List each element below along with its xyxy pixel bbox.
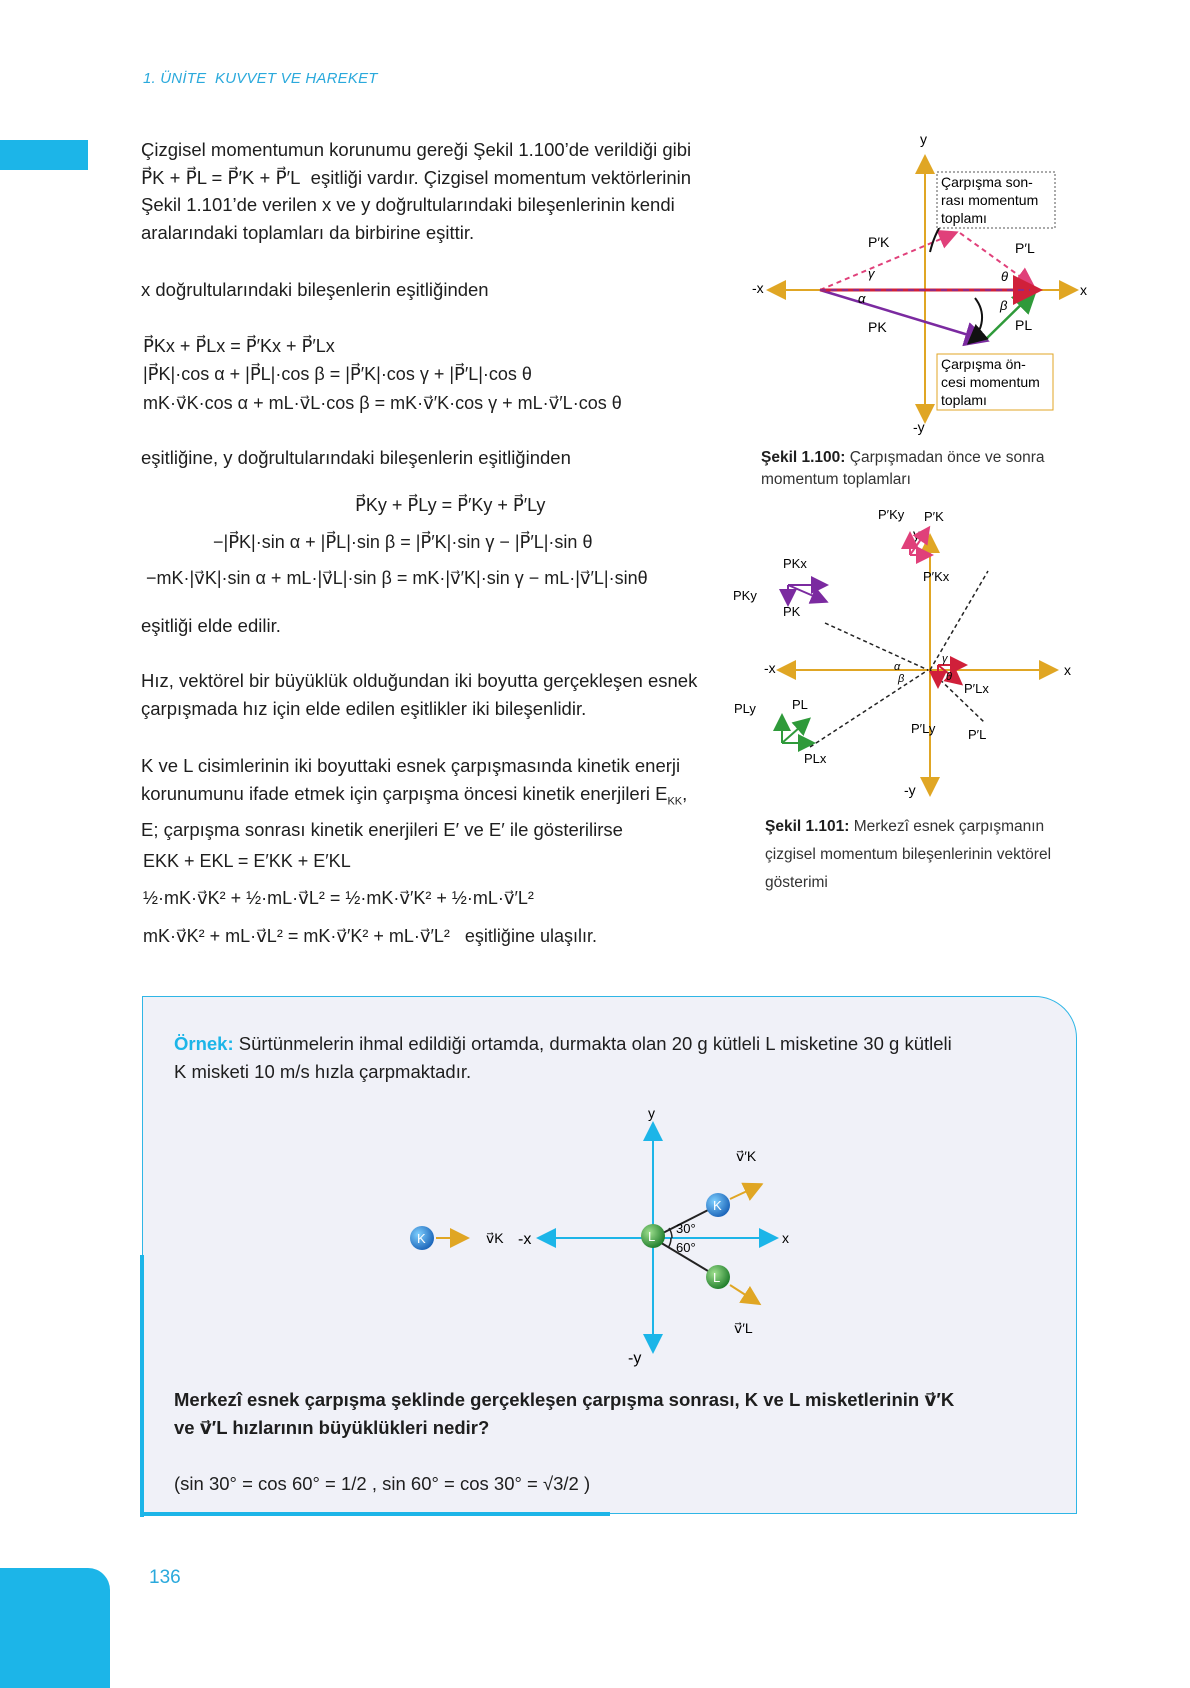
axis-neg-y-label: -y (628, 1350, 642, 1367)
equation-e3-suffix: eşitliğine ulaşılır. (464, 926, 597, 946)
gamma-label: γ (868, 266, 875, 281)
result-text: eşitliği elde edilir. (141, 615, 281, 636)
axis-y-label: y (920, 131, 927, 147)
equation-y3: −mK·|v⃗K|·sin α + mL·|v⃗L|·sin β = mK·|v⃗′K|·sin γ − mL·|v⃗′L|·sinθ (146, 568, 648, 588)
equation-x3: mK·v⃗K·cos α + mL·v⃗L·cos β = mK·v⃗′K·cos γ + mL·v⃗′L·cos θ (143, 393, 622, 413)
after-box-line1: Çarpışma son- (941, 174, 1033, 190)
text-line: korunumunu ifade etmek için çarpışma öncesi kinetik enerjileri $E_{KK}$, (141, 782, 688, 808)
axis-x-label: x (1080, 282, 1087, 298)
axis-neg-y-label: -y (904, 782, 916, 798)
axis-x-label: x (782, 1230, 789, 1246)
example-accent-bar (140, 1255, 144, 1517)
pl-label: PL (792, 697, 808, 712)
unit-number: 1. ÜNİTE (143, 70, 207, 87)
plx-label: PLx (804, 751, 827, 766)
angle-bottom-label: 60° (676, 1240, 696, 1255)
example-bottom-bar (140, 1512, 610, 1516)
axis-x-label: x (1064, 662, 1071, 678)
example-title: Örnek: (174, 1033, 234, 1054)
pky-prime-label: P′Ky (878, 507, 905, 522)
pl-small-vector (782, 720, 808, 743)
beta-label: β (898, 673, 905, 685)
equation-e1: EKK + EKL = E′KK + E′KL (143, 851, 351, 871)
before-box-line3: toplamı (941, 392, 987, 408)
text-line: aralarındaki toplamları da birbirine eşittir. (141, 221, 475, 243)
text-line: Çizgisel momentumun korunumu gereği Şekil 1.100’de verildiği gibi (141, 139, 692, 160)
ball-k-final-label: K (713, 1198, 722, 1213)
unit-title: KUVVET VE HAREKET (215, 70, 378, 87)
ball-l-final-label: L (713, 1270, 721, 1285)
y-components-intro: eşitliğine, y doğrultularındaki bileşenlerin eşitliğinden (141, 447, 571, 468)
equation-e3: mK·v⃗K² + mL·v⃗L² = mK·v⃗′K² + mL·v⃗′L² (143, 926, 450, 946)
axis-y-label: y (913, 526, 920, 542)
example-hint: (sin 30° = cos 60° = 1/2 , sin 60° = cos 30° = √3/2 ) (174, 1473, 591, 1494)
ply-prime-label: P′Ly (911, 721, 936, 736)
pk-small-vector (788, 585, 825, 601)
pl-prime-label: P′L (1015, 240, 1035, 256)
equation-y2: −|P⃗K|·sin α + |P⃗L|·sin β = |P⃗′K|·sin γ − |P⃗′L|·sin θ (213, 532, 593, 552)
equation-x1: P⃗Kx + P⃗Lx = P⃗′Kx + P⃗′Lx (143, 336, 335, 356)
text-line: çarpışmada hız için elde edilen eşitlikler iki bileşenlidir. (141, 697, 587, 719)
example-question: Merkezî esnek çarpışma şeklinde gerçekleşen çarpışma sonrası, K ve L misketlerinin v⃗′K ve v⃗′L hızlarının büyüklükleri nedir? (174, 1389, 955, 1438)
before-box-line1: Çarpışma ön- (941, 356, 1026, 372)
example-diagram (400, 1105, 820, 1365)
pk-dashed (825, 623, 928, 670)
equation-e3-line (143, 922, 597, 950)
vl-prime-label: v⃗′L (734, 1320, 753, 1336)
ball-k-initial-label: K (417, 1231, 426, 1246)
plx-prime-label: P′Lx (964, 681, 989, 696)
pk-vector (820, 290, 985, 340)
axis-neg-x-label: -x (764, 660, 776, 676)
axis-neg-y-label: -y (913, 419, 925, 435)
text-line (141, 164, 761, 192)
page-corner-marker (0, 1568, 110, 1688)
after-box-line3: toplamı (941, 210, 987, 226)
vl-prime-arrow (730, 1285, 758, 1303)
equation-x2: |P⃗K|·cos α + |P⃗L|·cos β = |P⃗′K|·cos γ + |P⃗′L|·cos θ (143, 364, 532, 384)
figure-1-100-caption: Şekil 1.100: Çarpışmadan önce ve sonra momentum toplamları (761, 449, 1045, 488)
before-box-line2: cesi momentum (941, 374, 1040, 390)
pk-prime-label: P′K (924, 509, 944, 524)
alpha-label: α (858, 291, 866, 306)
beta-label: β (1000, 298, 1008, 313)
velocity-paragraph (141, 667, 761, 722)
axis-neg-x-label: -x (518, 1231, 532, 1248)
text-line: Şekil 1.101’de verilen x ve y doğrultularındaki bileşenlerinin kendi (141, 194, 675, 215)
vk-label: v⃗K (486, 1230, 504, 1246)
text-fragment: eşitliği vardır. Çizgisel momentum vektörlerinin (310, 166, 692, 188)
pl-label: PL (1015, 317, 1033, 333)
angle-top-label: 30° (676, 1221, 696, 1236)
equation-y1: P⃗Ky + P⃗Ly = P⃗′Ky + P⃗′Ly (355, 495, 546, 515)
running-header (143, 70, 378, 87)
pk-label: PK (783, 604, 801, 619)
text-line: E; çarpışma sonrası kinetik enerjileri E′ ve E′ ile gösterilirse (141, 818, 623, 840)
text-line: Hız, vektörel bir büyüklük olduğundan iki boyutta gerçekleşen esnek (141, 670, 698, 691)
inline-equation: P⃗K + P⃗L = P⃗′K + P⃗′L (141, 166, 301, 188)
pk-label: PK (868, 319, 887, 335)
pkx-prime-label: P′Kx (923, 569, 950, 584)
angle-arc-bottom (668, 1238, 671, 1248)
pky-label: PKy (733, 588, 757, 603)
ply-label: PLy (734, 701, 756, 716)
figure-1-100 (750, 130, 1100, 440)
intro-paragraph (141, 136, 761, 246)
after-box-line2: rası momentum (941, 192, 1039, 208)
equation-e2: ½·mK·v⃗K² + ½·mL·v⃗L² = ½·mK·v⃗′K² + ½·mL·v⃗′L² (143, 888, 534, 908)
figure-1-101-caption: Şekil 1.101: Merkezî esnek çarpışmanın çizgisel momentum bileşenlerinin vektörel gösterimi (765, 818, 1052, 891)
vk-prime-label: v⃗′K (736, 1148, 757, 1164)
axis-y-label: y (648, 1105, 655, 1121)
pkx-label: PKx (783, 556, 807, 571)
axis-neg-x-label: -x (752, 280, 764, 296)
kinetic-paragraph (141, 752, 761, 843)
example-text: Örnek: Sürtünmelerin ihmal edildiği ortamda, durmakta olan 20 g kütleli L misketine 30 g kütleli K misketi 10 m/s hızla çarpmaktadır. (174, 1033, 952, 1082)
theta-label: θ (1001, 269, 1009, 284)
text-line: K ve L cisimlerinin iki boyuttaki esnek çarpışmasında kinetik enerji (141, 755, 681, 776)
pk-prime-dashed (930, 571, 988, 670)
theta-label: θ (946, 671, 952, 683)
pl-prime-label: P′L (968, 727, 987, 742)
ball-l-initial-label: L (648, 1229, 656, 1244)
pk-prime-label: P′K (868, 234, 890, 250)
gamma-label: γ (942, 653, 948, 665)
page-number: 136 (149, 1567, 181, 1588)
figure-1-101 (733, 507, 1090, 805)
alpha-label: α (894, 661, 901, 673)
chapter-tab-marker (0, 140, 88, 170)
x-components-intro: x doğrultularındaki bileşenlerin eşitliğinden (141, 279, 489, 300)
vk-prime-arrow (730, 1185, 760, 1199)
